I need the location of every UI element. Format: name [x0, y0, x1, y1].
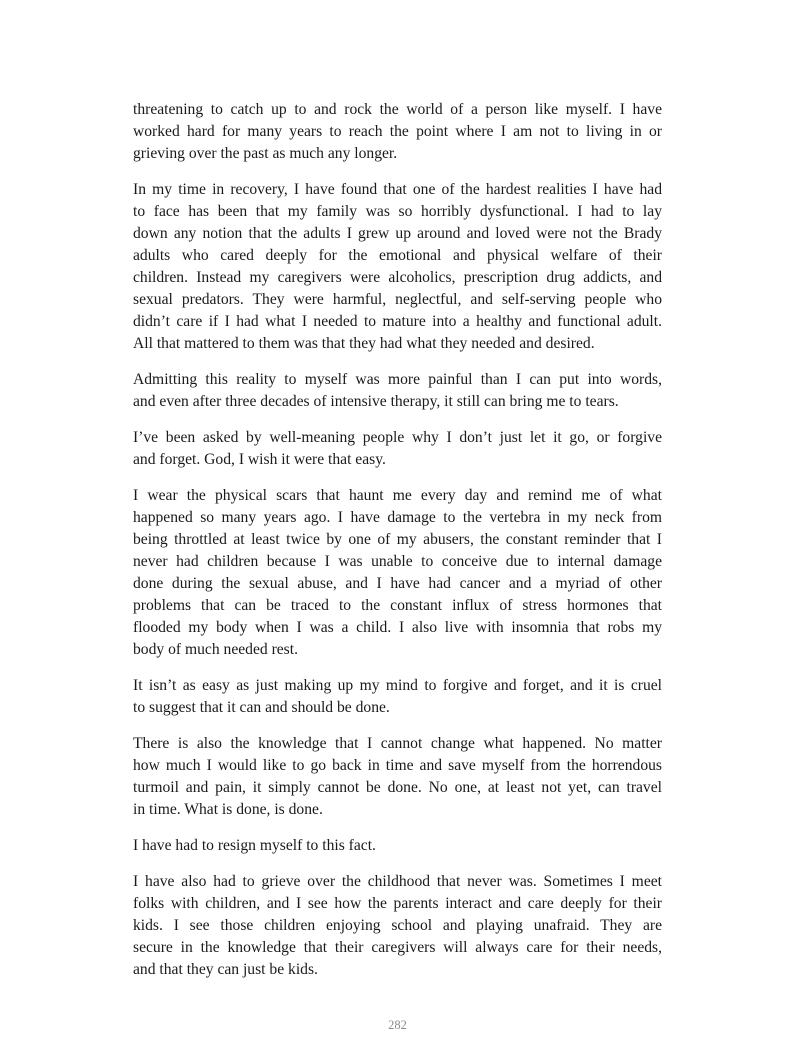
- text-line: and forget. God, I wish it were that easy.: [133, 451, 386, 468]
- text-line: worked hard for many years to reach the point where I am not to living in or: [133, 123, 662, 140]
- text-line: adults who cared deeply for the emotional and physical welfare of their: [133, 247, 662, 264]
- text-line: being throttled at least twice by one of my abusers, the constant reminder that I: [133, 531, 662, 548]
- text-line: sexual predators. They were harmful, neglectful, and self-serving people who: [133, 291, 662, 308]
- text-line: in time. What is done, is done.: [133, 801, 323, 818]
- text-line: grieving over the past as much any longer.: [133, 145, 398, 162]
- paragraph: [133, 675, 662, 719]
- text-line: In my time in recovery, I have found that one of the hardest realities I have had: [133, 181, 662, 198]
- text-line: body of much needed rest.: [133, 641, 298, 658]
- text-line: turmoil and pain, it simply cannot be done. No one, at least not yet, can travel: [133, 779, 662, 796]
- paragraph: [133, 179, 662, 355]
- text-line: and that they can just be kids.: [133, 961, 318, 978]
- text-line: I have had to resign myself to this fact.: [133, 837, 376, 854]
- text-line: happened so many years ago. I have damage to the vertebra in my neck from: [133, 509, 662, 526]
- text-line: problems that can be traced to the constant influx of stress hormones that: [133, 597, 662, 614]
- page-body: [133, 99, 662, 995]
- text-line: down any notion that the adults I grew up around and loved were not the Brady: [133, 225, 662, 242]
- text-line: done during the sexual abuse, and I have had cancer and a myriad of other: [133, 575, 662, 592]
- paragraph: [133, 485, 662, 661]
- paragraph: [133, 871, 662, 981]
- paragraph: [133, 369, 662, 413]
- text-line: Admitting this reality to myself was more painful than I can put into words,: [133, 371, 662, 388]
- text-line: I have also had to grieve over the childhood that never was. Sometimes I meet: [133, 873, 662, 890]
- paragraph: [133, 99, 662, 165]
- text-line: flooded my body when I was a child. I also live with insomnia that robs my: [133, 619, 662, 636]
- text-line: and even after three decades of intensive therapy, it still can bring me to tears.: [133, 393, 619, 410]
- text-line: children. Instead my caregivers were alcoholics, prescription drug addicts, and: [133, 269, 662, 286]
- text-line: I’ve been asked by well-meaning people why I don’t just let it go, or forgive: [133, 429, 662, 446]
- text-line: secure in the knowledge that their caregivers will always care for their needs,: [133, 939, 662, 956]
- text-line: folks with children, and I see how the parents interact and care deeply for their: [133, 895, 662, 912]
- text-line: kids. I see those children enjoying school and playing unafraid. They are: [133, 917, 662, 934]
- paragraph: [133, 733, 662, 821]
- text-line: All that mattered to them was that they had what they needed and desired.: [133, 335, 595, 352]
- paragraph: [133, 835, 662, 857]
- text-line: to face has been that my family was so horribly dysfunctional. I had to lay: [133, 203, 662, 220]
- text-line: There is also the knowledge that I cannot change what happened. No matter: [133, 735, 662, 752]
- text-line: never had children because I was unable to conceive due to internal damage: [133, 553, 662, 570]
- paragraph: [133, 427, 662, 471]
- text-line: threatening to catch up to and rock the world of a person like myself. I have: [133, 101, 662, 118]
- text-line: I wear the physical scars that haunt me every day and remind me of what: [133, 487, 662, 504]
- page-number: 282: [388, 1018, 407, 1032]
- text-line: how much I would like to go back in time and save myself from the horrendous: [133, 757, 662, 774]
- text-line: didn’t care if I had what I needed to mature into a healthy and functional adult.: [133, 313, 662, 330]
- text-line: It isn’t as easy as just making up my mind to forgive and forget, and it is cruel: [133, 677, 662, 694]
- text-line: to suggest that it can and should be done.: [133, 699, 390, 716]
